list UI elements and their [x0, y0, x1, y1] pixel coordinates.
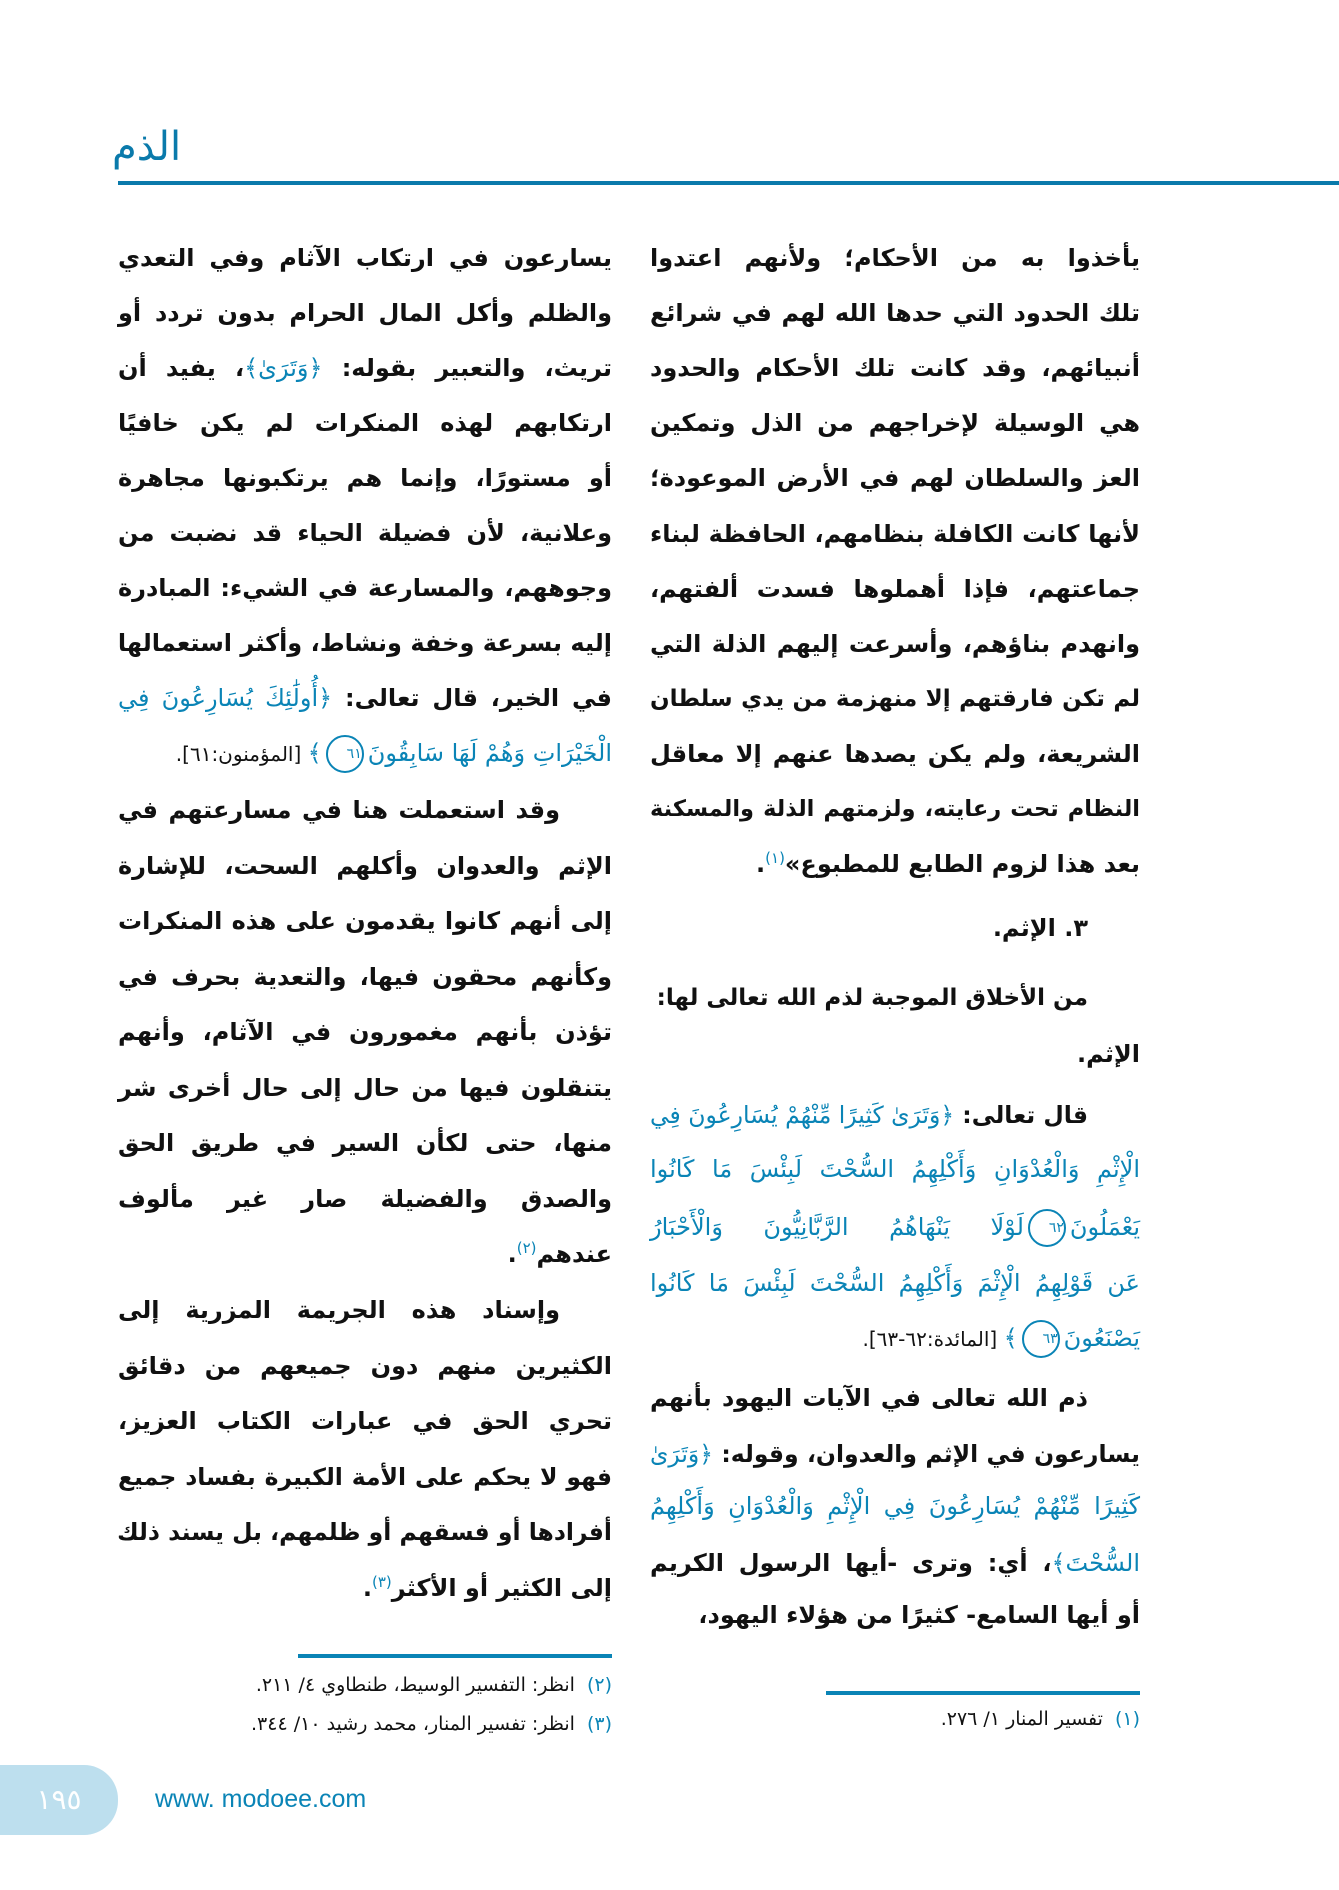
body-text: وإسناد هذه الجريمة المزرية إلى — [118, 1296, 560, 1324]
body-text: قال تعالى: — [954, 1101, 1088, 1129]
left-column-line — [118, 1449, 612, 1505]
page-number: ١٩٥ — [0, 1765, 118, 1835]
quran-verse: ﴿وَتَرَىٰ﴾ — [244, 354, 323, 382]
quran-verse: لَوْلَا يَنْهَاهُمُ الرَّبَّانِيُّونَ وَالْأَحْبَارُ — [650, 1213, 1024, 1241]
footnote-3 — [251, 1709, 612, 1739]
right-column-line — [650, 726, 1140, 782]
footnote-number: (٢) — [586, 1674, 612, 1696]
body-text: والظلم وأكل المال الحرام بدون تردد أو — [118, 299, 612, 327]
left-column-line — [118, 1393, 612, 1449]
footnote-1 — [941, 1704, 1140, 1734]
body-text: . — [507, 1240, 517, 1268]
right-column-line — [650, 285, 1140, 341]
quran-verse: ﴿وَتَرَىٰ كَثِيرًا مِّنْهُمْ يُسَارِعُونَ فِي — [649, 1101, 955, 1129]
right-column-line — [650, 671, 1140, 727]
left-column-line — [118, 285, 612, 341]
body-text: تريث، والتعبير بقوله: — [322, 354, 613, 382]
left-column-line — [118, 230, 612, 286]
verse-reference: [المائدة:٦٢-٦٣]. — [862, 1327, 1004, 1351]
body-text: ، أي: وترى -أيها الرسول الكريم — [650, 1549, 1052, 1577]
body-text: والصدق والفضيلة صار غير مألوف — [118, 1184, 612, 1213]
quran-verse: يَعْمَلُونَ — [1069, 1213, 1140, 1241]
left-column-line — [118, 1504, 612, 1560]
body-text: وجوههم، والمسارعة في الشيء: المبادرة — [118, 574, 612, 602]
body-text: العز والسلطان لهم في الأرض الموعودة؛ — [650, 464, 1140, 493]
footnote-number: (١) — [1114, 1708, 1140, 1730]
left-column-line — [118, 893, 612, 949]
body-text: ٣. الإثم. — [992, 914, 1088, 942]
right-column-line — [650, 970, 1140, 1026]
left-column-line — [118, 1171, 612, 1227]
quran-verse: عَن قَوْلِهِمُ الْإِثْمَ وَأَكْلِهِمُ السُّحْتَ لَبِئْسَ مَا كَانُوا — [650, 1269, 1140, 1297]
quran-verse: ﴿أُولَٰئِكَ يُسَارِعُونَ فِي — [118, 684, 333, 712]
body-text: وعلانية، لأن فضيلة الحياء قد نضبت من — [118, 519, 612, 547]
right-column-line — [650, 1199, 1140, 1255]
right-column-line — [650, 1310, 1140, 1366]
left-column-line — [118, 395, 612, 451]
right-column-line — [650, 1370, 1140, 1426]
body-text: تلك الحدود التي حدها الله لهم في شرائع — [650, 299, 1140, 328]
chapter-title: الذم — [112, 124, 182, 170]
left-column-line — [118, 1226, 612, 1282]
right-column-line — [650, 1478, 1140, 1534]
left-column-line — [118, 1338, 612, 1394]
footnote-rule-left — [298, 1654, 612, 1658]
right-column-line — [650, 900, 1140, 956]
body-text: منها، حتى لكأن السير في طريق الحق — [118, 1129, 612, 1157]
website-link[interactable]: www. modoee.com — [155, 1785, 367, 1813]
right-column-line — [650, 1255, 1140, 1311]
quran-verse: ﴾ — [1003, 1324, 1018, 1352]
body-text: إليه بسرعة وخفة ونشاط، وأكثر استعمالها — [117, 629, 612, 657]
quran-verse: السُّحْتَ﴾ — [1051, 1549, 1140, 1577]
ayah-number-marker: ٦٢ — [1028, 1209, 1066, 1247]
body-text: تحري الحق في عبارات الكتاب العزيز، — [118, 1407, 612, 1436]
left-column-line — [118, 1004, 612, 1060]
left-column-line — [118, 782, 612, 838]
verse-reference: [المؤمنون:٦١]. — [175, 742, 308, 766]
body-text: ذم الله تعالى في الآيات اليهود بأنهم — [650, 1384, 1088, 1412]
left-column-line — [118, 1115, 612, 1171]
body-text: بعد هذا لزوم الطابع للمطبوع» — [784, 850, 1140, 879]
body-text: فهو لا يحكم على الأمة الكبيرة بفساد جميع — [118, 1462, 612, 1491]
body-text: يسارعون في الإثم والعدوان، وقوله: — [713, 1440, 1140, 1468]
body-text: هي الوسيلة لإخراجهم من الذل وتمكين — [650, 409, 1140, 438]
body-text: أو مستورًا، وإنما هم يرتكبونها مجاهرة — [118, 464, 612, 492]
body-text: أنبيائهم، وقد كانت تلك الأحكام والحدود — [650, 354, 1140, 383]
right-column-line — [650, 1141, 1140, 1197]
quran-verse: الْإِثْمِ وَالْعُدْوَانِ وَأَكْلِهِمُ السُّحْتَ لَبِئْسَ مَا كَانُوا — [650, 1155, 1140, 1183]
right-column-line — [650, 395, 1140, 451]
quran-verse: الْخَيْرَاتِ وَهُمْ لَهَا سَابِقُونَ — [367, 739, 612, 767]
left-column-line — [118, 838, 612, 894]
footnote-2 — [256, 1670, 612, 1700]
body-text: إلى الكثير أو الأكثر — [391, 1574, 612, 1602]
right-column-line — [650, 230, 1140, 286]
right-column-line — [650, 616, 1140, 672]
body-text: عندهم — [536, 1240, 612, 1268]
left-column-line — [118, 670, 612, 726]
body-text: من الأخلاق الموجبة لذم الله تعالى لها: — [656, 985, 1088, 1011]
body-text: وقد استعملت هنا في مسارعتهم في — [118, 796, 560, 824]
left-column-line — [118, 505, 612, 561]
body-text: ، يفيد أن — [118, 354, 245, 382]
right-column-line — [650, 1087, 1140, 1143]
quran-verse: ﴾ — [307, 739, 322, 767]
ayah-number-marker: ٦٣ — [1022, 1320, 1060, 1358]
body-text: يأخذوا به من الأحكام؛ ولأنهم اعتدوا — [650, 244, 1140, 272]
right-column-line — [650, 836, 1140, 892]
footnote-number: (٣) — [586, 1713, 612, 1735]
left-column-line — [118, 450, 612, 506]
right-column-line — [650, 340, 1140, 396]
body-text: يسارعون في ارتكاب الآثام وفي التعدي — [118, 244, 612, 272]
left-column-line — [118, 949, 612, 1005]
right-column-line — [650, 561, 1140, 617]
right-column-line — [650, 1026, 1140, 1082]
body-text: يتنقلون فيها من حال إلى حال أخرى شر — [118, 1073, 612, 1102]
right-column-line — [650, 1587, 1140, 1643]
left-column-line — [118, 340, 612, 396]
right-column-line — [650, 781, 1140, 837]
right-column-line — [650, 450, 1140, 506]
body-text: . — [756, 850, 766, 879]
left-column-line — [118, 1060, 612, 1116]
right-column-line — [650, 1535, 1140, 1591]
body-text: الإثم والعدوان وأكلهم السحت، للإشارة — [118, 851, 612, 880]
footnote-marker[interactable]: (٣) — [371, 1573, 392, 1591]
right-column-line — [650, 506, 1140, 562]
left-column-line — [118, 1560, 612, 1616]
body-text: الكثيرين منهم دون جميعهم من دقائق — [118, 1351, 612, 1380]
body-text: ارتكابهم لهذه المنكرات لم يكن خافيًا — [118, 409, 612, 437]
footnote-text: تفسير المنار ١/ ٢٧٦. — [940, 1708, 1103, 1730]
body-text: . — [362, 1574, 372, 1602]
footnote-text: انظر: تفسير المنار، محمد رشيد ١٠/ ٣٤٤. — [251, 1713, 575, 1735]
body-text: لأنها كانت الكافلة بنظامهم، الحافظة لبناء — [650, 519, 1140, 548]
body-text: لم تكن فارقتهم إلا منهزمة من يدي سلطان — [650, 685, 1140, 712]
body-text: أفرادها أو فسقهم أو ظلمهم، بل يسند ذلك — [117, 1518, 612, 1547]
header-rule — [118, 181, 1339, 185]
left-column-line — [118, 725, 612, 781]
ayah-number-marker: ٦١ — [326, 735, 364, 773]
left-column-line — [118, 560, 612, 616]
footnote-marker[interactable]: (١) — [765, 849, 785, 868]
body-text: الشريعة، ولم يكن يصدها عنهم إلا معاقل — [650, 739, 1140, 768]
body-text: وانهدم بناؤهم، وأسرعت إليهم الذلة التي — [650, 629, 1140, 658]
footnote-rule-right — [826, 1691, 1140, 1695]
body-text: أو أيها السامع- كثيرًا من هؤلاء اليهود، — [698, 1601, 1140, 1629]
body-text: تؤذن بأنهم مغمورون في الآثام، وأنهم — [118, 1018, 612, 1046]
left-column-line — [118, 1282, 612, 1338]
body-text: في الخير، قال تعالى: — [332, 684, 613, 712]
quran-verse: يَصْنَعُونَ — [1063, 1324, 1140, 1352]
body-text: النظام تحت رعايته، ولزمتهم الذلة والمسكنة — [650, 796, 1140, 822]
left-column-line — [118, 615, 612, 671]
body-text: إلى أنهم كانوا يقدمون على هذه المنكرات — [118, 907, 612, 935]
footnote-marker[interactable]: (٢) — [516, 1239, 537, 1257]
body-text: وكأنهم محقون فيها، والتعدية بحرف في — [118, 962, 612, 991]
quran-verse: كَثِيرًا مِّنْهُمْ يُسَارِعُونَ فِي الْإِثْمِ وَالْعُدْوَانِ وَأَكْلِهِمُ — [650, 1492, 1140, 1520]
quran-verse: ﴿وَتَرَىٰ — [650, 1440, 714, 1468]
footnote-text: انظر: التفسير الوسيط، طنطاوي ٤/ ٢١١. — [255, 1674, 575, 1696]
body-text: جماعتهم، فإذا أهملوها فسدت ألفتهم، — [650, 574, 1140, 603]
right-column-line — [650, 1426, 1140, 1482]
body-text: الإثم. — [1076, 1040, 1140, 1068]
